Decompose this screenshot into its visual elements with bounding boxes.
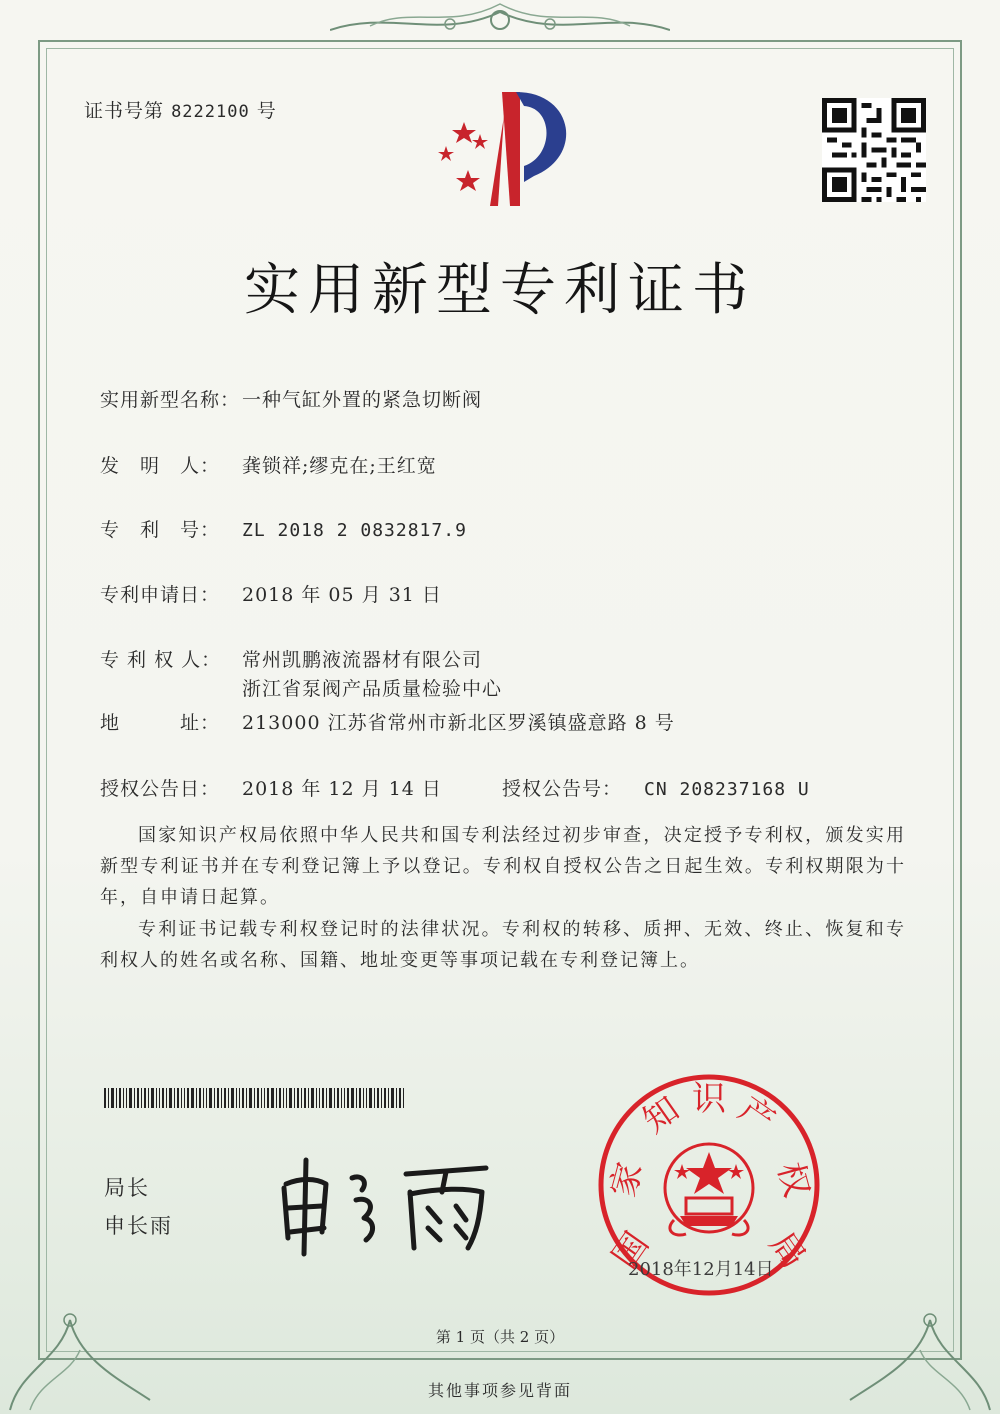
certificate-number-suffix: 号 [256,100,277,122]
field-value: 2018 年 05 月 31 日 [242,584,442,606]
field-patentee-line2: 浙江省泵阀产品质量检验中心 [242,678,503,700]
svg-text:识: 识 [692,1079,726,1119]
field-utility-model-name [100,385,482,412]
field-label: 专 利 权 人： [100,649,222,671]
paragraph-legal-status: 专利证书记载专利权登记时的法律状况。专利权的转移、质押、无效、终止、恢复和专利权人的姓名或名称、国籍、地址变更等事项记载在专利登记簿上。 [100,919,906,971]
field-patent-number [100,515,467,542]
seal-date: 2018年12月14日 [628,1259,774,1280]
signatory-name: 申长雨 [104,1214,173,1238]
certificate-number-value: 8222100 [171,102,250,122]
field-filing-date [100,580,442,607]
field-value: ZL 2018 2 0832817.9 [242,520,467,541]
field-value: CN 208237168 U [644,779,810,800]
patent-office-emblem-icon [424,86,584,216]
page-title: 实用新型专利证书 [244,258,756,323]
svg-text:局: 局 [761,1225,814,1276]
field-value: 常州凯鹏液流器材有限公司 [242,649,483,671]
field-value: 2018 年 12 月 14 日 [242,778,442,800]
paragraph-grant-statement: 国家知识产权局依照中华人民共和国专利法经过初步审查，决定授予专利权，颁发实用新型专利证书并在专利登记簿上予以登记。专利权自授权公告之日起生效。专利权期限为十年，自申请日起算。 [100,825,906,908]
certificate-number-label: 证书号第 [84,100,165,122]
barcode-icon [104,1088,404,1108]
field-grant-date [100,774,442,801]
page-number: 第 1 页（共 2 页） [435,1328,565,1346]
field-label: 专 利 号： [100,519,221,541]
field-grant-number [502,774,810,801]
top-ornament-icon [330,0,670,44]
handwritten-signature-icon [270,1148,510,1258]
field-patentee [100,645,482,672]
qr-code-icon [822,98,926,202]
svg-text:产: 产 [731,1089,782,1142]
field-label: 授权公告号： [502,778,623,800]
certificate-number [84,96,277,123]
svg-text:家: 家 [603,1158,651,1202]
field-label: 地 址： [100,712,221,734]
field-label: 专利申请日： [100,584,221,606]
signatory-title: 局长 [104,1176,150,1200]
field-address [100,708,675,735]
field-label: 授权公告日： [100,778,221,800]
field-value: 龚锁祥;缪克在;王红宽 [242,455,437,477]
footer-note: 其他事项参见背面 [427,1381,572,1400]
field-label: 实用新型名称： [100,389,241,411]
svg-text:国: 国 [604,1225,657,1276]
field-inventors [100,451,437,478]
svg-text:知: 知 [636,1089,687,1142]
field-label: 发 明 人： [100,455,221,477]
field-value: 213000 江苏省常州市新北区罗溪镇盛意路 8 号 [242,712,675,734]
field-value: 一种气缸外置的紧急切断阀 [242,389,483,411]
svg-text:权: 权 [769,1158,817,1202]
